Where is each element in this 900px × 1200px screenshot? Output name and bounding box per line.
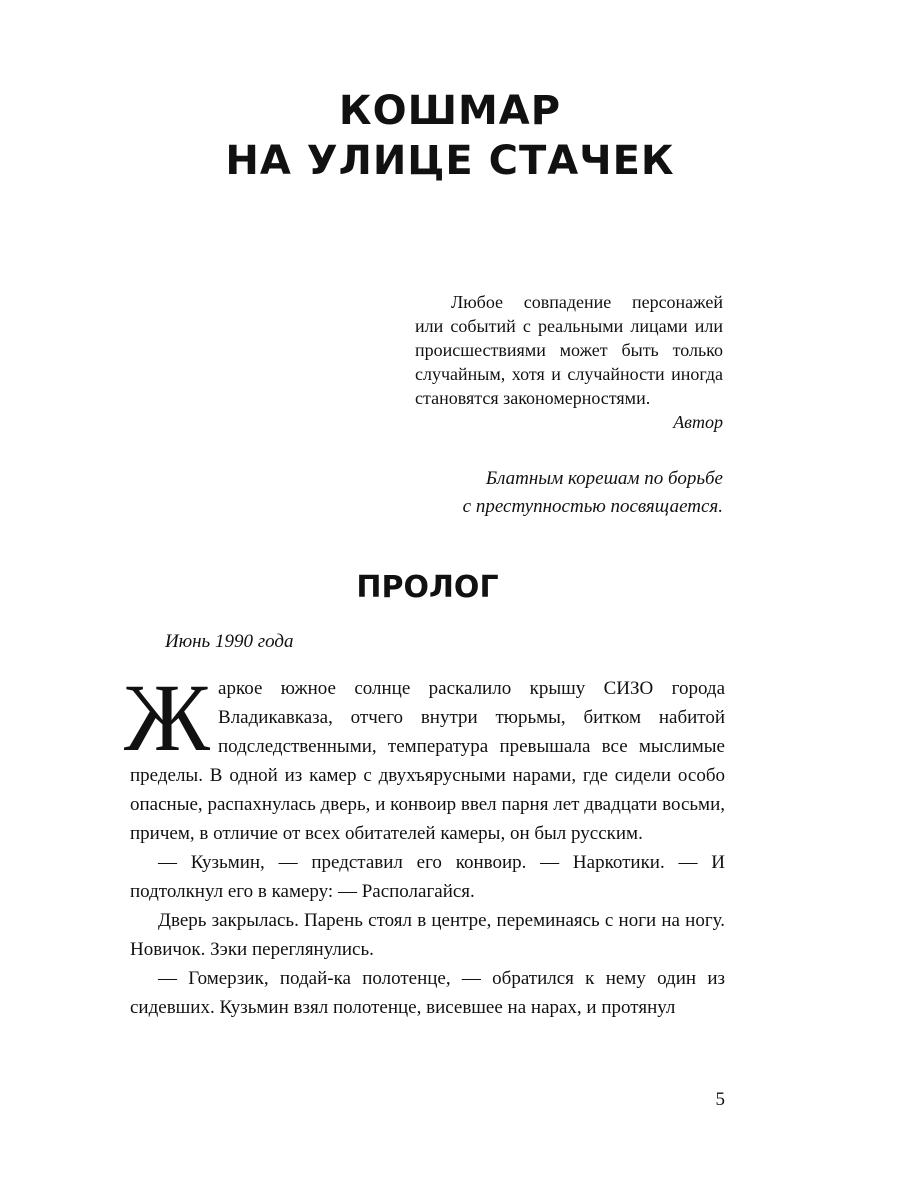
drop-cap: Ж — [124, 664, 211, 771]
paragraph-text: аркое южное солнце раскалило крышу СИЗО города Владикавказа, отчего внутри тюрьмы, битком набитой подследственными, температура превышала все мыслимые пределы. В одной из камер с двухъярусными нарами, где сидели особо опасные, распахнулась дверь, и конвоир ввел парня лет двадцати восьми, причем, в отличие от всех обитателей камеры, он был русским. — [130, 678, 725, 844]
epigraph-author: Автор — [673, 412, 723, 432]
book-title-line-2: НА УЛИЦЕ СТАЧЕК — [225, 138, 675, 184]
epigraph-text: Любое совпадение персонажей или событий с реальными лицами или происшествиями может быть только случайным, хотя и случайности иногда становятся закономерностями. — [415, 292, 723, 408]
paragraph — [124, 664, 725, 848]
paragraph: Дверь закрылась. Парень стоял в центре, переминаясь с ноги на ногу. Новичок. Зэки переглянулись. — [130, 910, 725, 960]
dedication — [380, 465, 723, 521]
page-number: 5 — [715, 1089, 725, 1110]
chapter-heading: ПРОЛОГ — [356, 570, 499, 605]
chapter-date: Июнь 1990 года — [165, 631, 294, 652]
book-title-line-1: КОШМАР — [338, 88, 562, 134]
book-title — [0, 86, 900, 186]
paragraph: — Кузьмин, — представил его конвоир. — Наркотики. — И подтолкнул его в камеру: — Располагайся. — [130, 852, 725, 902]
dedication-line-2: с преступностью посвящается. — [462, 496, 723, 517]
epigraph — [415, 290, 723, 434]
dedication-line-1: Блатным корешам по борьбе — [485, 468, 723, 489]
paragraph: — Гомерзик, подай-ка полотенце, — обратился к нему один из сидевших. Кузьмин взял полотенце, висевшее на нарах, и протянул — [130, 968, 725, 1018]
chapter-body — [124, 664, 725, 1022]
